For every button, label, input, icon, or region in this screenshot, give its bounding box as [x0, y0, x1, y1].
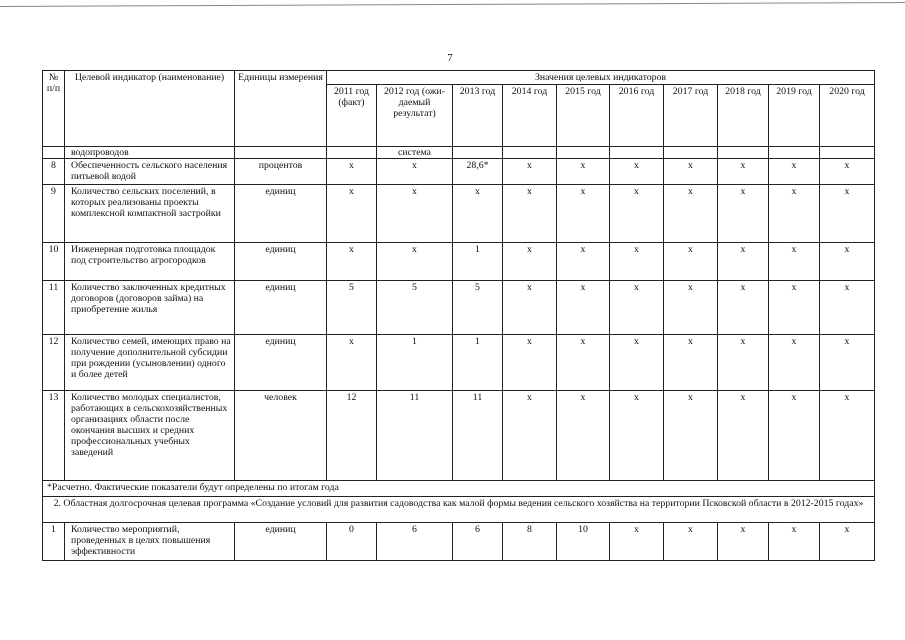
value-cell: х — [664, 159, 718, 185]
value-cell: х — [610, 335, 664, 391]
value-cell: х — [557, 335, 610, 391]
unit-cell: единиц — [235, 243, 327, 281]
value-cell: 5 — [327, 281, 377, 335]
value-cell: х — [503, 281, 557, 335]
value-cell: 11 — [453, 391, 503, 481]
header-year: 2012 год (ожи-даемый результат) — [377, 85, 453, 147]
value-cell: х — [327, 159, 377, 185]
indicators-table — [42, 70, 875, 561]
row-number: 11 — [43, 281, 65, 335]
table-row — [43, 391, 875, 481]
value-cell: х — [769, 185, 820, 243]
value-cell: х — [610, 185, 664, 243]
value-cell: 1 — [377, 335, 453, 391]
value-cell: х — [377, 243, 453, 281]
value-cell: х — [820, 391, 875, 481]
value-cell: х — [820, 159, 875, 185]
value-cell: х — [557, 185, 610, 243]
indicator-name: Количество молодых специалистов, работающих в сельскохозяйственных организациях области после окончания высших и средних профессиональных учебных заведений — [65, 391, 235, 481]
value-cell: х — [820, 185, 875, 243]
value-cell: х — [769, 391, 820, 481]
value-cell: х — [769, 281, 820, 335]
value-cell: х — [610, 281, 664, 335]
continuation-v2012: система — [377, 147, 453, 159]
value-cell: х — [503, 335, 557, 391]
scan-top-edge — [0, 2, 905, 7]
row-number: 9 — [43, 185, 65, 243]
value-cell: х — [769, 243, 820, 281]
value-cell: х — [327, 335, 377, 391]
section-2-title: 2. Областная долгосрочная целевая программа «Создание условий для развития садоводства как малой формы ведения сельского хозяйства на территории Псковской области в 2012-2015 годах» — [43, 497, 875, 523]
row-number: 10 — [43, 243, 65, 281]
value-cell: х — [610, 391, 664, 481]
value-cell: х — [718, 243, 769, 281]
indicator-name: Количество мероприятий, проведенных в целях повышения эффективности — [65, 523, 235, 561]
value-cell: 28,6* — [453, 159, 503, 185]
header-year: 2019 год — [769, 85, 820, 147]
value-cell: 6 — [453, 523, 503, 561]
header-year: 2011 год (факт) — [327, 85, 377, 147]
unit-cell: человек — [235, 391, 327, 481]
value-cell: 10 — [557, 523, 610, 561]
footnote-row — [43, 481, 875, 497]
value-cell: х — [718, 185, 769, 243]
header-values-group: Значения целевых индикаторов — [327, 71, 875, 85]
continuation-name: водопроводов — [65, 147, 235, 159]
table-row — [43, 243, 875, 281]
header-year: 2018 год — [718, 85, 769, 147]
table-row — [43, 281, 875, 335]
header-units: Единицы измерения — [235, 71, 327, 147]
value-cell: 0 — [327, 523, 377, 561]
value-cell: х — [718, 159, 769, 185]
value-cell: х — [664, 523, 718, 561]
header-year: 2015 год — [557, 85, 610, 147]
value-cell: х — [610, 243, 664, 281]
value-cell: х — [664, 243, 718, 281]
table-row — [43, 159, 875, 185]
value-cell: х — [664, 335, 718, 391]
value-cell: х — [664, 281, 718, 335]
value-cell: 1 — [453, 243, 503, 281]
row-number: 12 — [43, 335, 65, 391]
value-cell: х — [503, 159, 557, 185]
value-cell: х — [820, 243, 875, 281]
value-cell: х — [769, 159, 820, 185]
unit-cell: единиц — [235, 281, 327, 335]
value-cell: х — [503, 243, 557, 281]
indicator-name: Количество заключенных кредитных договоров (договоров займа) на приобретение жилья — [65, 281, 235, 335]
indicator-name: Количество сельских поселений, в которых реализованы проекты комплексной компактной застройки — [65, 185, 235, 243]
value-cell: х — [718, 523, 769, 561]
value-cell: х — [557, 281, 610, 335]
value-cell: 11 — [377, 391, 453, 481]
value-cell: х — [557, 243, 610, 281]
header-indicator: Целевой индикатор (наименование) — [65, 71, 235, 147]
value-cell: х — [327, 185, 377, 243]
indicator-name: Количество семей, имеющих право на получение дополнительной субсидии при рождении (усыновлении) одного и более детей — [65, 335, 235, 391]
unit-cell: единиц — [235, 335, 327, 391]
value-cell: 6 — [377, 523, 453, 561]
header-num: № п/п — [43, 71, 65, 147]
row-number: 1 — [43, 523, 65, 561]
value-cell: 1 — [453, 335, 503, 391]
value-cell: х — [718, 335, 769, 391]
table-row — [43, 185, 875, 243]
value-cell: х — [718, 281, 769, 335]
value-cell: 5 — [377, 281, 453, 335]
value-cell: х — [718, 391, 769, 481]
value-cell: 5 — [453, 281, 503, 335]
value-cell: 8 — [503, 523, 557, 561]
footnote: *Расчетно. Фактические показатели будут определены по итогам года — [43, 481, 875, 497]
value-cell: х — [610, 523, 664, 561]
row-number: 13 — [43, 391, 65, 481]
page-number: 7 — [447, 52, 453, 64]
value-cell: х — [503, 185, 557, 243]
row-number: 8 — [43, 159, 65, 185]
value-cell: х — [327, 243, 377, 281]
value-cell: х — [503, 391, 557, 481]
section-heading-row — [43, 497, 875, 523]
value-cell: х — [769, 335, 820, 391]
value-cell: х — [377, 185, 453, 243]
value-cell: х — [820, 335, 875, 391]
value-cell: х — [820, 281, 875, 335]
value-cell: х — [377, 159, 453, 185]
value-cell: х — [664, 391, 718, 481]
header-year: 2014 год — [503, 85, 557, 147]
value-cell: х — [820, 523, 875, 561]
table-row — [43, 335, 875, 391]
header-year: 2020 год — [820, 85, 875, 147]
table-row — [43, 523, 875, 561]
value-cell: х — [557, 159, 610, 185]
indicator-name: Инженерная подготовка площадок под строительство агрогородков — [65, 243, 235, 281]
value-cell: х — [453, 185, 503, 243]
value-cell: х — [610, 159, 664, 185]
header-year: 2013 год — [453, 85, 503, 147]
value-cell: х — [769, 523, 820, 561]
continuation-row — [43, 147, 875, 159]
header-year: 2017 год — [664, 85, 718, 147]
unit-cell: единиц — [235, 523, 327, 561]
value-cell: 12 — [327, 391, 377, 481]
unit-cell: единиц — [235, 185, 327, 243]
header-year: 2016 год — [610, 85, 664, 147]
unit-cell: процентов — [235, 159, 327, 185]
value-cell: х — [664, 185, 718, 243]
value-cell: х — [557, 391, 610, 481]
indicator-name: Обеспеченность сельского населения питьевой водой — [65, 159, 235, 185]
